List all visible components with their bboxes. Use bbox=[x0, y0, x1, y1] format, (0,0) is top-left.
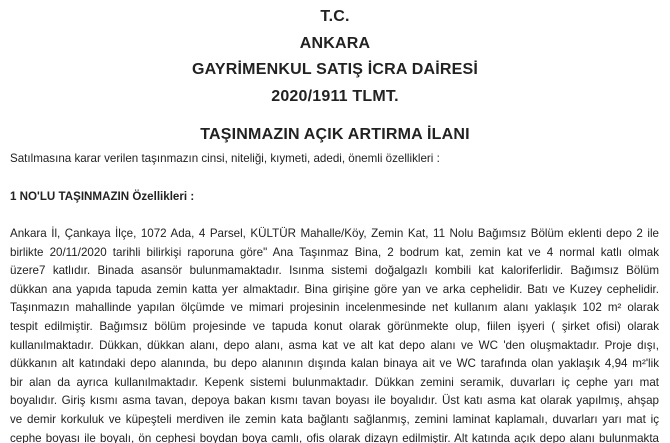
body-line: bir alan da ayrıca kullanılmaktadır. Kepenk sistemi bulunmaktadır. Dükkan zemini seramik, duvarları iç cephe yarı mat bbox=[10, 375, 659, 389]
body-line: cephe boyası ile boyalı, ön cephesi boydan boya camlı, ofis olarak dizayn edilmiştir. Alt katında açık depo alanı bulunmakta bbox=[10, 431, 659, 443]
section-heading: 1 NO'LU TAŞINMAZIN Özellikleri : bbox=[10, 190, 195, 203]
intro-text: Satılmasına karar verilen taşınmazın cinsi, niteliği, kıymeti, adedi, önemli özellikleri : bbox=[10, 152, 440, 165]
property-description bbox=[10, 225, 659, 443]
header-country: T.C. bbox=[320, 8, 350, 25]
header-office: GAYRİMENKUL SATIŞ İCRA DAİRESİ bbox=[191, 61, 479, 78]
body-line: dükkan ana yapıda tapuda zemin katta yer almaktadır. Bina girişine göre yan ve arka cephelidir. Batı ve Kuzey cephelidir. bbox=[10, 282, 659, 296]
body-line: boyalıdır. Giriş kısmı asma tavan, depoya bakan kısmı tavan boyası ile boyalıdır. Üst katı asma kat olarak yapılmış, ahşap bbox=[10, 394, 659, 408]
header-city: ANKARA bbox=[299, 34, 371, 52]
body-line: ve demir korkuluk ve küpeşteli merdiven ile zemin kata bağlantı sağlanmış, zemini laminat kaplamalı, duvarları yarı mat iç bbox=[10, 412, 659, 426]
body-line: birlikte 20/11/2020 tarihli bilirkişi raporuna göre" Ana Taşınmaz Bina, 2 bodrum kat, zemin kat ve 4 normal katlı olmak bbox=[10, 245, 659, 259]
body-line: Taşınmazın mahallinde yapılan ölçümde ve mimari projesinin incelenmesinde net kullanım alanı yaklaşık 102 m² olarak bbox=[10, 301, 659, 315]
body-line: üzere7 katlıdır. Binada asansör bulunmamaktadır. Isınma sistemi doğalgazlı kombili kat kaloriferlidir. Bağımsız Bölüm bbox=[10, 264, 659, 278]
document-header bbox=[0, 4, 670, 110]
body-line: kullanılmaktadır. Dükkan, dükkan alanı, depo alanı, asma kat ve alt kat depo alanı ve WC 'den oluşmaktadır. Proje dışı, bbox=[10, 338, 659, 352]
body-line: tespit edilmiştir. Bağımsız bölüm projesinde ve tapuda konut olarak görünmekte olup, fiilen işyeri ( şirket ofisi) olarak bbox=[10, 319, 659, 333]
notice-title: TAŞINMAZIN AÇIK ARTIRMA İLANI bbox=[200, 126, 470, 143]
header-file-number: 2020/1911 TLMT. bbox=[271, 87, 399, 105]
body-line: Ankara İl, Çankaya İlçe, 1072 Ada, 4 Parsel, KÜLTÜR Mahalle/Köy, Zemin Kat, 11 Nolu Bağımsız Bölüm eklenti depo 2 ile bbox=[10, 227, 659, 240]
body-line: dükkanın alt katındaki depo alanında, bu depo alanının dışında kalan binaya ait ve WC tarafında olan yaklaşık 4,94 m²'lik bbox=[10, 357, 659, 371]
